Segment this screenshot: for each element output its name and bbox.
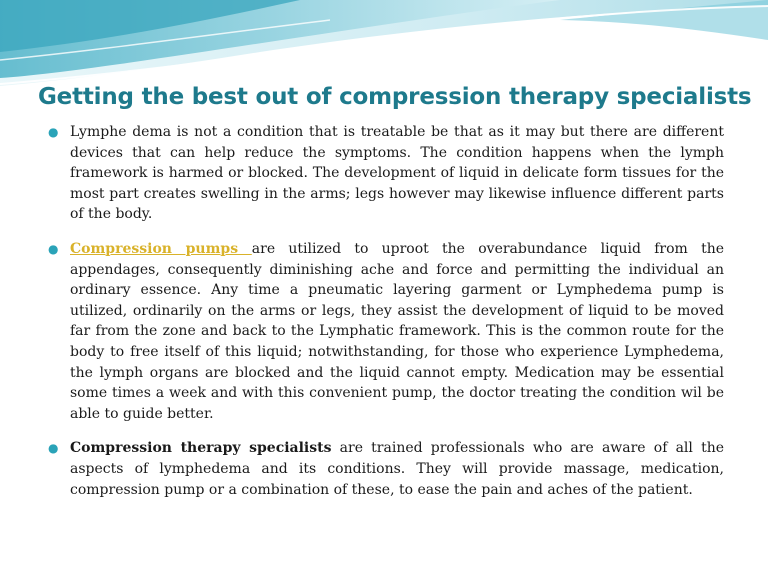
bullet-item-lymphedema — [48, 122, 724, 225]
bullet-list — [48, 122, 724, 500]
slide-title: Getting the best out of compression therapy specialists — [38, 84, 752, 110]
bullet-circle-icon: ● — [48, 441, 59, 456]
bullet-text: are utilized to uproot the overabundance liquid from the appendages, consequently diminishing ache and force and permitting the individual an ordinary essence. Any time a pneumatic layering garment or Lymphedema pump is utilized, ordinarily on the arms or legs, they assist the development of liquid to be moved far from the zone and back to the Lymphatic framework. This is the common route for the body to free itself of this liquid; notwithstanding, for those who experience Lymphedema, the lymph organs are blocked and the liquid cannot empty. Medication may be essential some times a week and with this convenient pump, the doctor treating the condition wil be able to guide better. — [70, 240, 724, 422]
bullet-circle-icon: ● — [48, 125, 59, 139]
bullet-text: are trained professionals who are aware of all the aspects of lymphedema and its conditions. They will provide massage, medication, compression pump or a combination of these, to ease the pain and aches of the patient. — [70, 440, 724, 498]
bullet-text: Lymphe dema is not a condition that is treatable be that as it may but there are different devices that can help reduce the symptoms. The condition happens when the lymph framework is harmed or blocked. The development of liquid in delicate form tissues for the most part creates swelling in the arms; legs however may likewise influence different parts of the body. — [70, 124, 724, 223]
bullet-item-compression-pumps — [48, 239, 724, 424]
bullet-circle-icon: ● — [48, 241, 59, 256]
compression-pumps-link[interactable]: Compression pumps — [70, 240, 252, 257]
bullet-item-specialists — [48, 438, 724, 500]
bullet-bold-term: Compression therapy specialists — [70, 440, 332, 457]
